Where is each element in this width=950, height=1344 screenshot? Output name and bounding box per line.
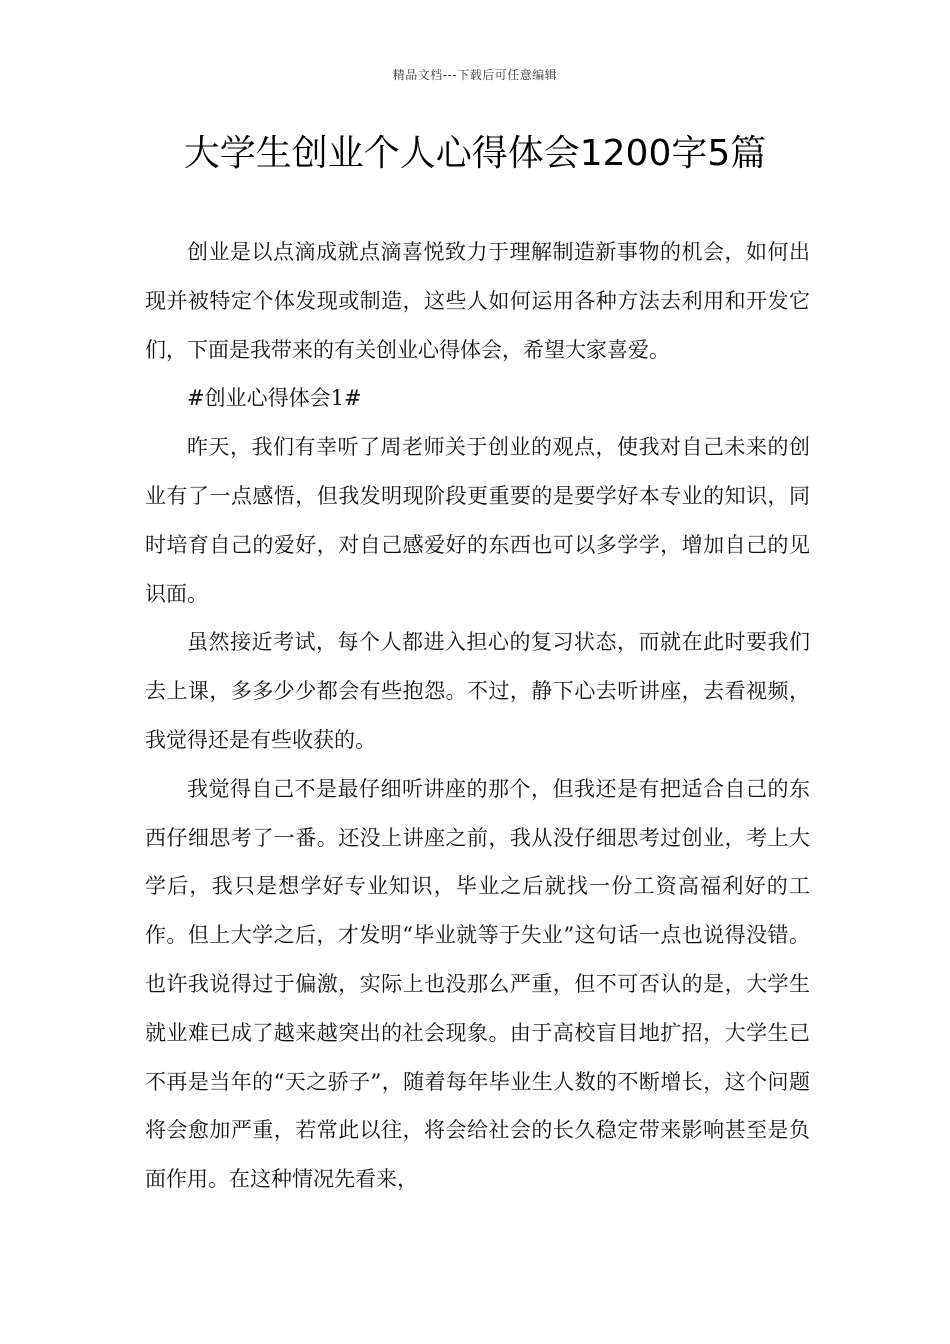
header-note: 精品文档---下载后可任意编辑 — [392, 68, 558, 82]
intro-paragraph: 创业是以点滴成就点滴喜悦致力于理解制造新事物的机会，如何出现并被特定个体发现或制造，这些人如何运用各种方法去利用和开发它们，下面是我带来的有关创业心得体会，希望大家喜爱。 — [145, 240, 810, 362]
body-paragraph: 我觉得自己不是最仔细听讲座的那个，但我还是有把适合自己的东西仔细思考了一番。还没上讲座之前，我从没仔细思考过创业，考上大学后，我只是想学好专业知识，毕业之后就找一份工资高福利好的工作。但上大学之后，才发明“毕业就等于失业”这句话一点也说得没错。也许我说得过于偏激，实际上也没那么严重，但不可否认的是，大学生就业难已成了越来越突出的社会现象。由于高校盲目地扩招，大学生已不再是当年的“天之骄子”，随着每年毕业生人数的不断增长，这个问题将会愈加严重，若常此以往，将会给社会的长久稳定带来影响甚至是负面作用。在这种情况先看来， — [145, 776, 810, 1192]
body-paragraph: 虽然接近考试，每个人都进入担心的复习状态，而就在此时要我们去上课，多多少少都会有些抱怨。不过，静下心去听讲座，去看视频，我觉得还是有些收获的。 — [145, 630, 810, 752]
document-title: 大学生创业个人心得体会1200字5篇 — [183, 133, 767, 174]
document-body — [145, 228, 810, 1204]
section-heading: #创业心得体会1# — [187, 386, 362, 411]
body-paragraph: 昨天，我们有幸听了周老师关于创业的观点，使我对自己未来的创业有了一点感悟，但我发明现阶段更重要的是要学好本专业的知识，同时培育自己的爱好，对自己感爱好的东西也可以多学学，增加自己的见识面。 — [145, 435, 810, 606]
